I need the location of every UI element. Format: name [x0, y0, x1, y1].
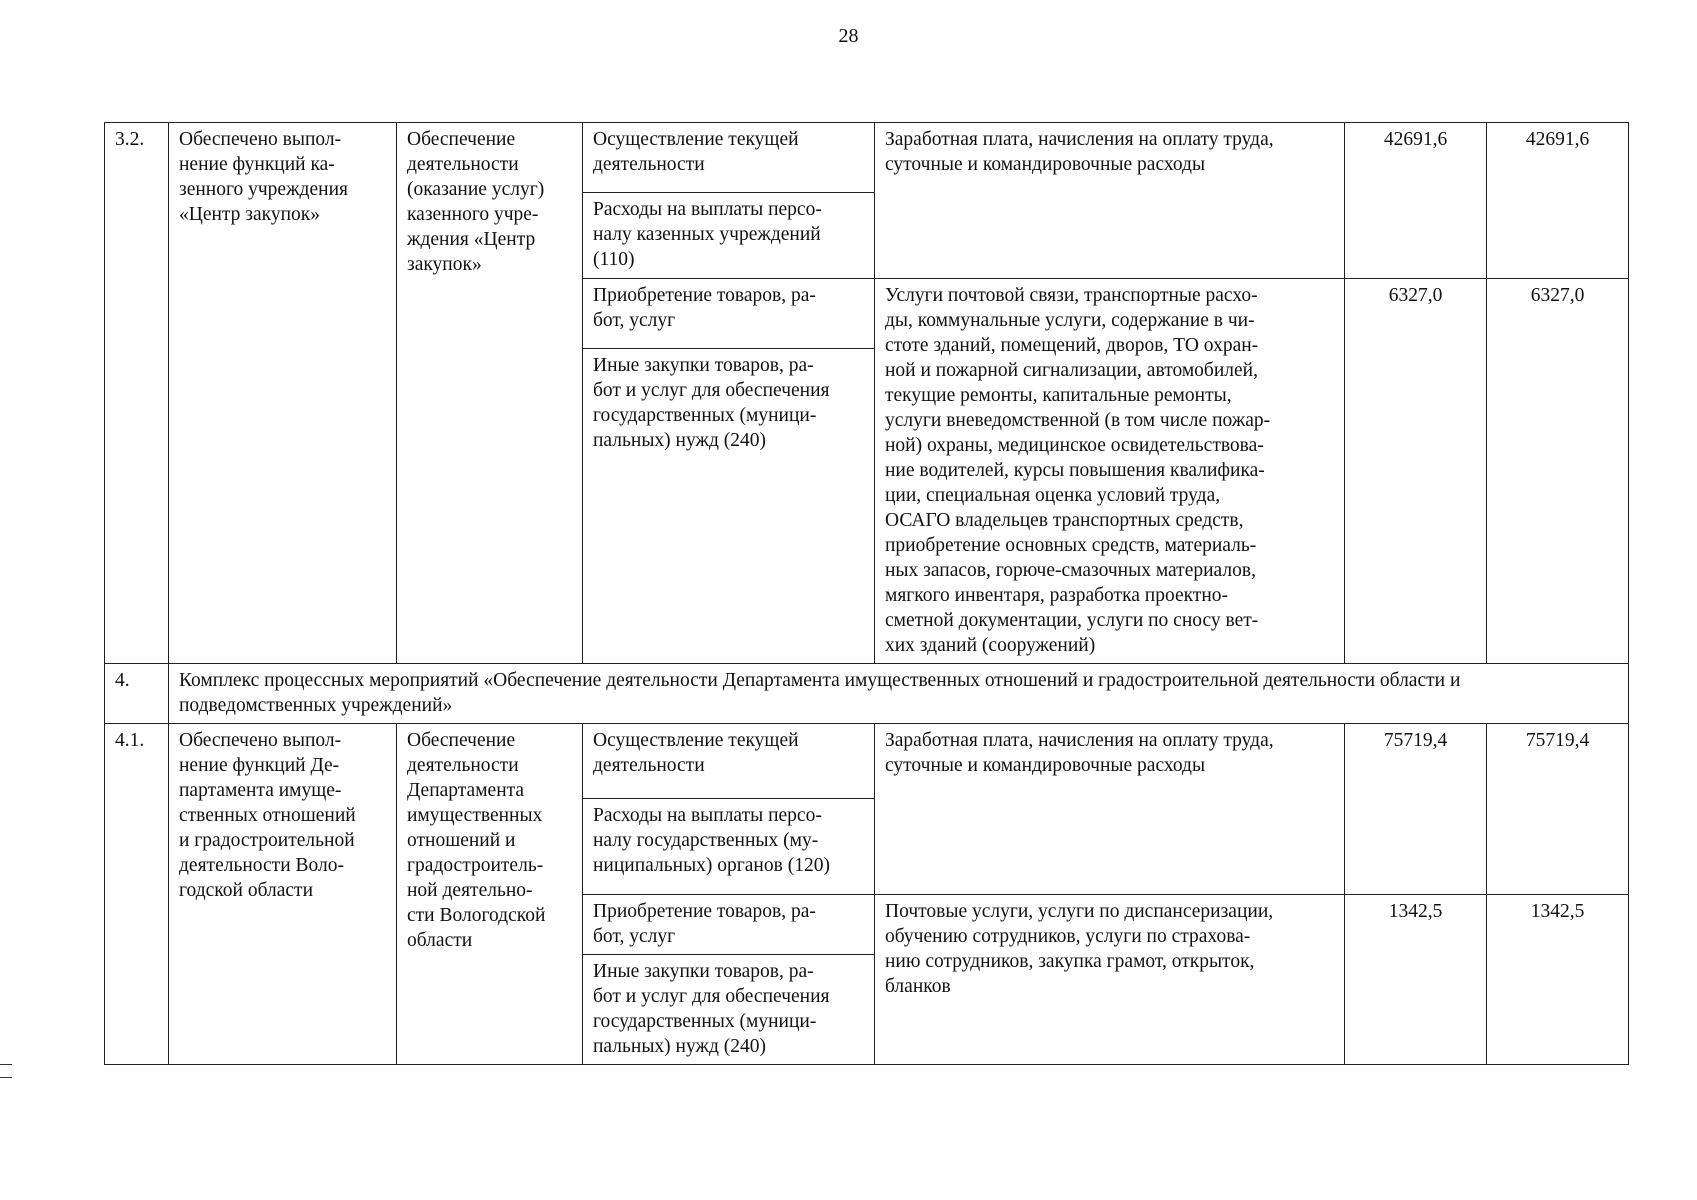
activities-table [104, 122, 1629, 1065]
expense-type-cell: Расходы на выплаты персо- налу казенных учреждений (110) [583, 193, 875, 279]
expense-description-cell: Заработная плата, начисления на оплату труда, суточные и командировочные расходы [875, 123, 1345, 279]
table-row-4 [105, 664, 1629, 724]
amount-cell: 75719,4 [1487, 724, 1629, 895]
amount-cell: 75719,4 [1345, 724, 1487, 895]
section-title-cell: Комплекс процессных мероприятий «Обеспечение деятельности Департамента имущественных отношений и градостроительной деятельности области и подведомственных учреждений» [169, 664, 1629, 724]
result-cell: Обеспечено выпол- нение функций ка- зенного учреждения «Центр закупок» [169, 123, 397, 664]
activity-cell: Осуществление текущей деятельности [583, 123, 875, 193]
amount-cell: 42691,6 [1487, 123, 1629, 279]
amount-cell: 1342,5 [1487, 895, 1629, 1065]
margin-line [0, 1064, 12, 1065]
expense-type-cell: Расходы на выплаты персо- налу государственных (му- ниципальных) органов (120) [583, 799, 875, 895]
margin-line [0, 1077, 12, 1078]
task-cell: Обеспечение деятельности Департамента имущественных отношений и градостроитель- ной деятельно- сти Вологодской области [397, 724, 583, 1065]
amount-cell: 6327,0 [1487, 279, 1629, 664]
amount-cell: 6327,0 [1345, 279, 1487, 664]
table-row-3-2 [105, 123, 1629, 193]
expense-type-cell: Иные закупки товаров, ра- бот и услуг для обеспечения государственных (муници- пальных) нужд (240) [583, 955, 875, 1065]
expense-description-cell: Услуги почтовой связи, транспортные расхо- ды, коммунальные услуги, содержание в чи- стоте зданий, помещений, дворов, ТО охран- ной и пожарной сигнализации, автомобилей, текущие ремонты, капитальные ремонты, услуги вневедомственной (в том числе пожар- ной) охраны, медицинское освидетельствова- ние водителей, курсы повышения квалифика- ции, специальная оценка условий труда, ОСАГО владельцев транспортных средств, приобретение основных средств, материаль- ных запасов, горюче-смазочных материалов, мягкого инвентаря, разработка проектно- сметной документации, услуги по сносу вет- хих зданий (сооружений) [875, 279, 1345, 664]
task-cell: Обеспечение деятельности (оказание услуг) казенного учре- ждения «Центр закупок» [397, 123, 583, 664]
expense-type-cell: Иные закупки товаров, ра- бот и услуг для обеспечения государственных (муници- пальных) нужд (240) [583, 349, 875, 664]
expense-description-cell: Заработная плата, начисления на оплату труда, суточные и командировочные расходы [875, 724, 1345, 895]
row-number: 4.1. [105, 724, 169, 1065]
row-number: 4. [105, 664, 169, 724]
scan-margin-marks [0, 1064, 12, 1090]
activity-cell: Осуществление текущей деятельности [583, 724, 875, 799]
activity-cell: Приобретение товаров, ра- бот, услуг [583, 279, 875, 349]
table-row-4-1 [105, 724, 1629, 799]
page-number: 28 [838, 25, 859, 47]
activity-cell: Приобретение товаров, ра- бот, услуг [583, 895, 875, 955]
expense-description-cell: Почтовые услуги, услуги по диспансеризации, обучению сотрудников, услуги по страхова- нию сотрудников, закупка грамот, открыток, бланков [875, 895, 1345, 1065]
amount-cell: 1342,5 [1345, 895, 1487, 1065]
amount-cell: 42691,6 [1345, 123, 1487, 279]
result-cell: Обеспечено выпол- нение функций Де- партамента имуще- ственных отношений и градостроительной деятельности Воло- годской области [169, 724, 397, 1065]
row-number: 3.2. [105, 123, 169, 664]
